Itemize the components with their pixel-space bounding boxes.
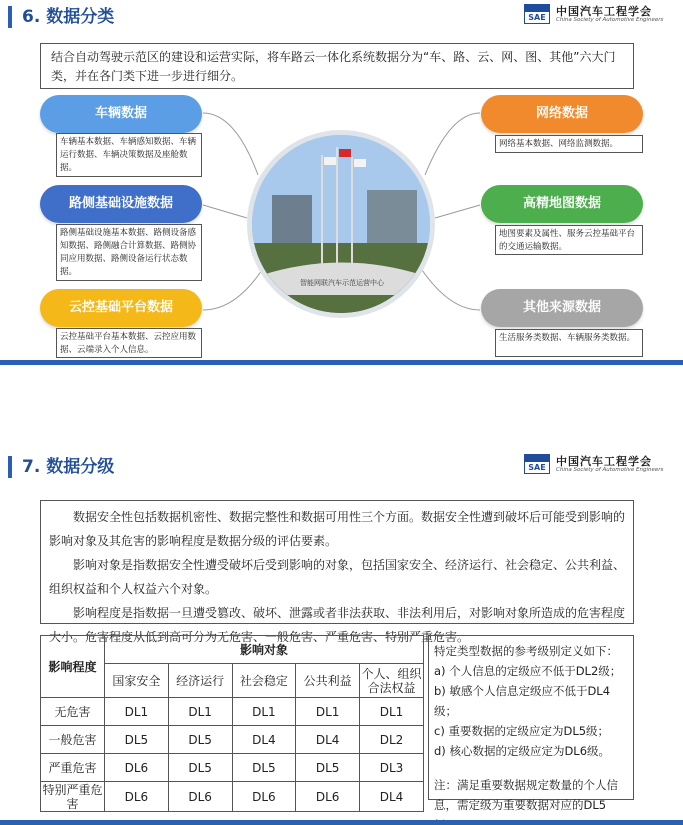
category-pill-vehicle: 车辆数据 [40, 95, 202, 133]
category-pill-network: 网络数据 [481, 95, 643, 133]
category-desc-roadside: 路侧基础设施基本数据、路侧设备感知数据、路侧融合计算数据、路侧协同应用数据、路侧设备运行状态数据。 [56, 224, 202, 281]
category-desc-vehicle: 车辆基本数据、车辆感知数据、车辆运行数据、车辆决策数据及座舱数据。 [56, 133, 202, 177]
table-cell: DL6 [232, 782, 296, 812]
table-row [41, 754, 424, 782]
table-cell: DL5 [232, 754, 296, 782]
table-cell: DL4 [360, 782, 424, 812]
column-header: 个人、组织合法权益 [360, 664, 424, 698]
table-cell: DL2 [360, 726, 424, 754]
special-data-note [428, 635, 634, 812]
paragraph: 数据安全性包括数据机密性、数据完整性和数据可用性三个方面。数据安全性遭到破坏后可能受到影响的影响对象及其危害的影响程度是数据分级的评估要素。 [49, 510, 626, 548]
operation-center-illustration [252, 135, 430, 313]
note-footnote: 注：满足重要数据规定数量的个人信息，需定级为重要数据对应的DL5 [434, 778, 618, 812]
row-label: 无危害 [41, 698, 105, 726]
paragraph: 影响程度是指数据一旦遭受篡改、破坏、泄露或者非法获取、非法利用后，对影响对象所造成的危害程度大小。危害程度从低到高可分为无危害、一般危害、严重危害、特别严重危害。 [49, 606, 626, 644]
category-pill-hdmap: 高精地图数据 [481, 185, 643, 223]
column-header: 经济运行 [168, 664, 232, 698]
slide-title: 7. 数据分级 [22, 457, 115, 477]
row-label: 一般危害 [41, 726, 105, 754]
category-pill-roadside: 路侧基础设施数据 [40, 185, 202, 223]
slide-data-classification [0, 0, 683, 365]
table-cell: DL6 [168, 782, 232, 812]
column-header: 公共利益 [296, 664, 360, 698]
table-cell: DL5 [168, 726, 232, 754]
category-desc-other: 生活服务类数据、车辆服务类数据。 [495, 329, 643, 357]
slide-title: 6. 数据分类 [22, 7, 115, 27]
category-desc-hdmap: 地图要素及属性、服务云控基础平台的交通运输数据。 [495, 225, 643, 255]
title-accent-bar [8, 456, 12, 478]
note-item: c) 重要数据的定级应定为DL5级； [434, 724, 610, 738]
grading-table [40, 635, 424, 812]
table-cell: DL4 [296, 726, 360, 754]
table-cell: DL4 [232, 726, 296, 754]
category-pill-cloud: 云控基础平台数据 [40, 289, 202, 327]
note-item: a) 个人信息的定级应不低于DL2级； [434, 664, 622, 678]
table-cell: DL6 [105, 782, 169, 812]
row-label: 特别严重危害 [42, 782, 103, 811]
svg-text:智能网联汽车示范运营中心: 智能网联汽车示范运营中心 [300, 280, 384, 287]
paragraph: 影响对象是指数据安全性遭受破坏后受到影响的对象，包括国家安全、经济运行、社会稳定、公共利益、组织权益和个人权益六个对象。 [49, 558, 626, 596]
logo-cn-text: 中国汽车工程学会 [556, 455, 652, 468]
slide-bottom-bar [0, 820, 683, 825]
note-item: d) 核心数据的定级应定为DL6级。 [434, 744, 611, 758]
table-cell: DL1 [105, 698, 169, 726]
row-header: 影响程度 [41, 636, 105, 698]
row-label: 严重危害 [41, 754, 105, 782]
slide-bottom-bar [0, 360, 683, 365]
table-cell: DL1 [168, 698, 232, 726]
column-header: 国家安全 [105, 664, 169, 698]
table-cell: DL6 [296, 782, 360, 812]
table-cell: DL6 [105, 754, 169, 782]
column-header: 社会稳定 [232, 664, 296, 698]
grading-intro [40, 500, 634, 644]
logo-en-text: China Society of Automotive Engineers [556, 17, 664, 23]
table-cell: DL5 [296, 754, 360, 782]
csae-logo [524, 454, 664, 478]
logo-en-text: China Society of Automotive Engineers [556, 467, 664, 473]
table-row [41, 782, 424, 812]
slide-data-grading [0, 450, 683, 825]
logo-cn-text: 中国汽车工程学会 [556, 5, 652, 18]
classification-intro: 结合自动驾驶示范区的建设和运营实际，将车路云一体化系统数据分为“车、路、云、网、图、其他”六大门类，并在各门类下进一步进行细分。 [40, 43, 634, 89]
center-photo [247, 130, 435, 318]
table-cell: DL5 [168, 754, 232, 782]
category-desc-cloud: 云控基础平台基本数据、云控应用数据、云端录入个人信息。 [56, 328, 202, 358]
note-item: b) 敏感个人信息定级应不低于DL4级； [434, 684, 611, 718]
group-header: 影响对象 [105, 636, 424, 664]
table-cell: DL5 [105, 726, 169, 754]
category-desc-network: 网络基本数据、网络监测数据。 [495, 135, 643, 153]
category-pill-other: 其他来源数据 [481, 289, 643, 327]
table-row [41, 726, 424, 754]
table-cell: DL1 [360, 698, 424, 726]
table-cell: DL3 [360, 754, 424, 782]
sae-logo-icon: SAE [524, 4, 550, 24]
table-row [41, 698, 424, 726]
table-cell: DL1 [232, 698, 296, 726]
note-heading: 特定类型数据的参考级别定义如下： [434, 644, 618, 658]
slide-header [0, 450, 683, 484]
table-cell: DL1 [296, 698, 360, 726]
sae-logo-icon: SAE [524, 454, 550, 474]
